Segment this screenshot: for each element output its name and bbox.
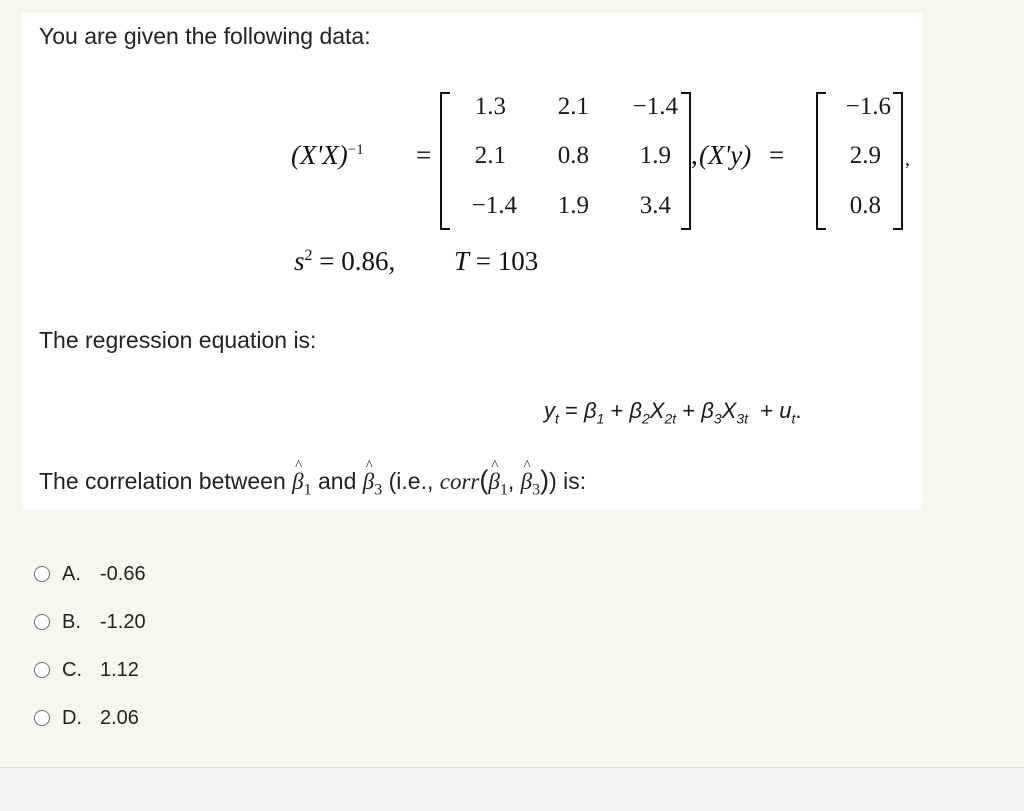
xtx-label bbox=[291, 140, 364, 171]
option-letter: A. bbox=[62, 562, 81, 585]
xtx-label-text: (X'X) bbox=[291, 140, 348, 170]
radio-button[interactable] bbox=[34, 662, 50, 678]
intro-text: You are given the following data: bbox=[39, 23, 371, 49]
option-value: 1.12 bbox=[100, 658, 139, 681]
xty-label: (X'y) bbox=[699, 140, 752, 170]
eq-beta1-sub: 1 bbox=[596, 410, 605, 427]
eq-plus: + bbox=[748, 398, 780, 423]
radio-button[interactable] bbox=[34, 614, 50, 630]
eq-beta3: β bbox=[701, 398, 714, 423]
equals-sign-1: = bbox=[416, 140, 432, 170]
vector-cell: −1.6 bbox=[845, 93, 891, 120]
separator-comma: , bbox=[691, 140, 698, 170]
correlation-question: The correlation between ^ $\beta_1$ and ^ $\beta_3$ (i.e., corr(^ $\beta_1$, ^ $\beta_3$)) is: bbox=[39, 465, 586, 500]
beta-sub: 1 bbox=[499, 481, 508, 499]
beta-sub: 1 bbox=[303, 481, 312, 499]
s2-symbol: s bbox=[294, 246, 305, 276]
s2-value: = 0.86, bbox=[312, 246, 396, 276]
t-line bbox=[454, 246, 538, 277]
eq-beta2: β bbox=[629, 398, 642, 423]
eq-u: u bbox=[779, 398, 792, 423]
eq-y: y bbox=[544, 398, 555, 423]
corr-prefix: The correlation between bbox=[39, 468, 293, 494]
matrix-cell: 1.3 bbox=[474, 93, 506, 120]
regression-equation bbox=[544, 398, 801, 426]
answer-options bbox=[34, 550, 146, 742]
corr-fn: corr bbox=[439, 469, 480, 494]
beta1-hat bbox=[292, 469, 311, 500]
matrix-cell: 2.1 bbox=[557, 93, 589, 120]
beta-sub: 3 bbox=[532, 481, 541, 499]
eq-x2-sub: 2t bbox=[664, 410, 677, 427]
eq-y-sub: t bbox=[555, 410, 559, 427]
eq-x2: X bbox=[649, 398, 665, 423]
matrix-left-bracket bbox=[440, 92, 450, 230]
option-value: -0.66 bbox=[100, 562, 146, 585]
eq-x3-sub: 3t bbox=[736, 410, 748, 427]
option-c[interactable] bbox=[34, 646, 146, 694]
matrix-cell: −1.4 bbox=[632, 93, 678, 120]
s2-exponent: 2 bbox=[304, 247, 313, 264]
beta-symbol: β bbox=[362, 469, 375, 494]
xtx-exponent: −1 bbox=[347, 142, 364, 158]
corr-comma: , bbox=[507, 468, 521, 494]
eq-plus: + bbox=[676, 398, 702, 423]
beta-symbol: β bbox=[520, 469, 533, 494]
option-d[interactable] bbox=[34, 694, 146, 742]
option-letter: D. bbox=[62, 706, 82, 729]
option-value: 2.06 bbox=[100, 706, 139, 729]
matrix-cell: 3.4 bbox=[639, 192, 671, 219]
trailing-comma: , bbox=[905, 148, 910, 170]
option-letter: B. bbox=[62, 610, 81, 633]
corr-ie: (i.e., bbox=[382, 468, 440, 494]
corr-and: and bbox=[311, 468, 363, 494]
matrix-cell: −1.4 bbox=[471, 192, 517, 219]
corr-suffix: ) is: bbox=[549, 468, 587, 494]
option-value: -1.20 bbox=[100, 610, 146, 633]
beta-symbol: β bbox=[488, 469, 500, 494]
eq-period: . bbox=[795, 398, 802, 423]
t-symbol: T bbox=[454, 246, 470, 276]
beta1-hat bbox=[488, 469, 507, 500]
eq-x3: X bbox=[721, 398, 737, 423]
option-letter: C. bbox=[62, 658, 82, 681]
beta3-hat bbox=[521, 469, 540, 500]
matrix-cell: 2.1 bbox=[474, 142, 506, 169]
eq-beta3-sub: 3 bbox=[713, 410, 722, 427]
matrix-cell: 1.9 bbox=[557, 192, 589, 219]
matrix-cell: 1.9 bbox=[639, 142, 671, 169]
eq-u-sub: t bbox=[791, 410, 796, 427]
beta-sub: 3 bbox=[374, 481, 383, 499]
s2-line bbox=[294, 246, 395, 277]
footer-bar bbox=[0, 767, 1024, 811]
eq-beta1: β bbox=[583, 398, 597, 423]
matrix-right-bracket bbox=[681, 92, 691, 230]
eq-equals: = bbox=[558, 398, 584, 423]
beta-symbol: β bbox=[292, 469, 304, 494]
equals-sign-2: = bbox=[769, 140, 785, 170]
matrix-cell: 0.8 bbox=[557, 142, 589, 169]
option-b[interactable] bbox=[34, 598, 146, 646]
t-value: = 103 bbox=[469, 246, 539, 276]
regression-heading: The regression equation is: bbox=[39, 327, 317, 353]
option-a[interactable] bbox=[34, 550, 146, 598]
beta3-hat bbox=[363, 469, 382, 500]
eq-plus: + bbox=[604, 398, 630, 423]
radio-button[interactable] bbox=[34, 710, 50, 726]
vector-right-bracket bbox=[893, 92, 903, 230]
vector-cell: 2.9 bbox=[849, 142, 881, 169]
vector-cell: 0.8 bbox=[849, 192, 881, 219]
radio-button[interactable] bbox=[34, 566, 50, 582]
question-card bbox=[22, 13, 922, 510]
eq-beta2-sub: 2 bbox=[642, 410, 650, 427]
